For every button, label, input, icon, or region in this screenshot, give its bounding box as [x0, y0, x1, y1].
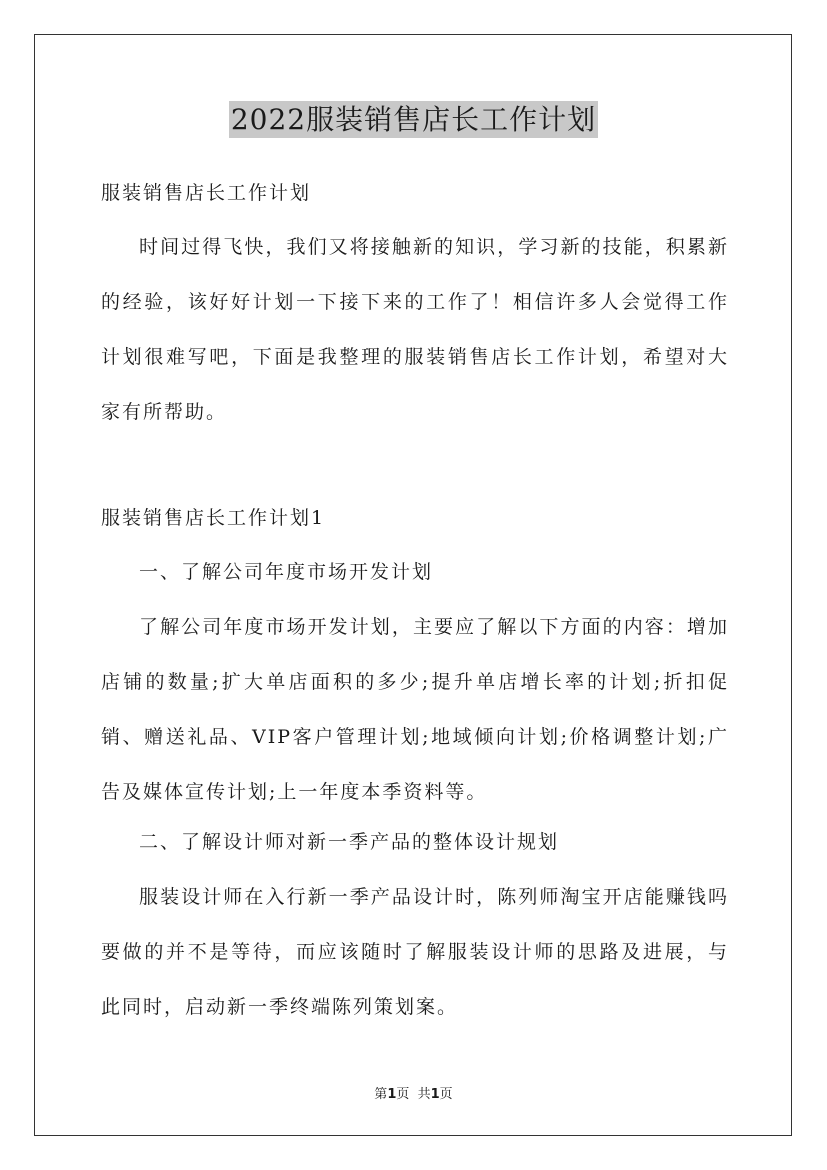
total-page-number: 1: [430, 1087, 440, 1102]
item2-body: 服装设计师在入行新一季产品设计时，陈列师淘宝开店能赚钱吗要做的并不是等待，而应该随时了解服装设计师的思路及进展，与此同时，启动新一季终端陈列策划案。: [101, 886, 729, 1018]
document-subtitle: 服装销售店长工作计划: [101, 182, 312, 204]
section-heading: 服装销售店长工作计划1: [101, 507, 326, 529]
item2-heading: 二、了解设计师对新一季产品的整体设计规划: [139, 831, 560, 853]
current-page-number: 1: [387, 1087, 397, 1102]
item1-body: 了解公司年度市场开发计划，主要应了解以下方面的内容：增加店铺的数量;扩大单店面积的多少;提升单店增长率的计划;折扣促销、赠送礼品、VIP客户管理计划;地域倾向计划;价格调整计划;广告及媒体宣传计划;上一年度本季资料等。: [101, 616, 729, 803]
intro-paragraph: 时间过得飞快，我们又将接触新的知识，学习新的技能，积累新的经验，该好好计划一下接下来的工作了！相信许多人会觉得工作计划很难写吧，下面是我整理的服装销售店长工作计划，希望对大家有所帮助。: [101, 236, 729, 423]
item1-heading: 一、了解公司年度市场开发计划: [139, 561, 434, 583]
page-footer: 第1页 共1页: [374, 1087, 453, 1102]
document-title: 2022服装销售店长工作计划: [230, 103, 597, 136]
